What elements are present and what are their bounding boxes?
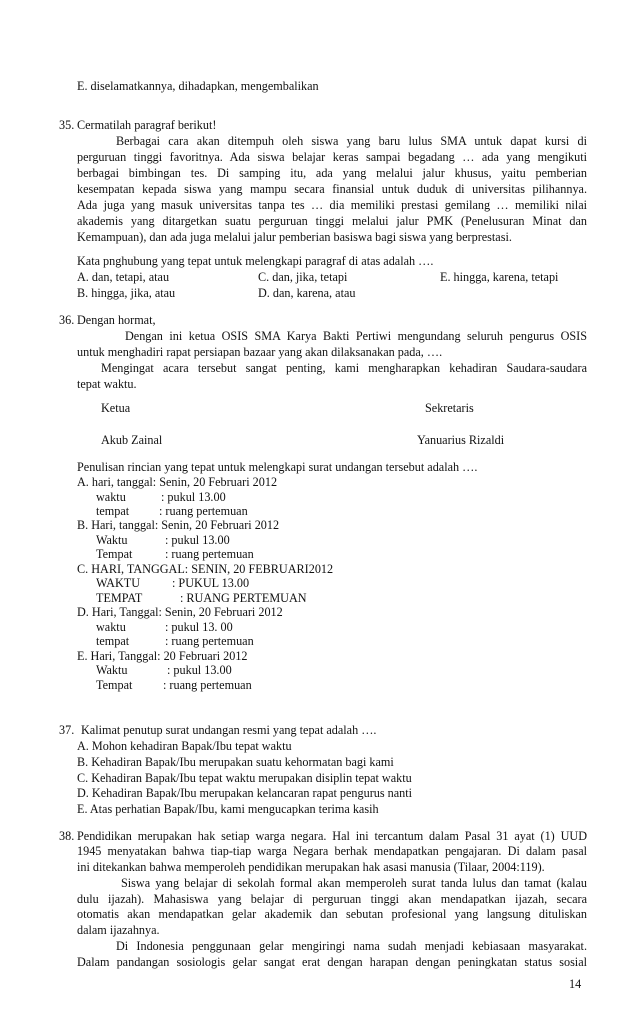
paragraph-line: otomatis akan mendapatkan gelar akademik dan sebutan profesional yang langsung dituliskan xyxy=(77,907,587,921)
option-a[interactable]: A. dan, tetapi, atau xyxy=(77,270,170,284)
option-d-waktu-label: waktu xyxy=(96,620,126,634)
option-b-head[interactable]: B. Hari, tanggal: Senin, 20 Februari 2012 xyxy=(77,518,280,532)
ketua-name: Akub Zainal xyxy=(101,433,163,447)
option-e[interactable]: E. Atas perhatian Bapak/Ibu, kami mengucapkan terima kasih xyxy=(77,802,379,816)
option-e-head[interactable]: E. Hari, Tanggal: 20 Februari 2012 xyxy=(77,649,248,663)
option-d[interactable]: D. dan, karena, atau xyxy=(258,286,356,300)
paragraph-line: 1945 menyatakan bahwa tiap-tiap warga Negara berhak mendapatkan pengajaran. Di dalam pasal xyxy=(77,844,587,858)
option-c-tempat-value: : RUANG PERTEMUAN xyxy=(180,591,307,605)
paragraph-line: dulu ijazah). Mahasiswa yang belajar di perguruan tinggi akan mendapatkan ijazah, secara xyxy=(77,892,587,906)
question-text: Kata pnghubung yang tepat untuk melengkapi paragraf di atas adalah …. xyxy=(77,254,434,268)
paragraph-line: Kemampuan), dan ada juga melalui jalur pemberian basiswa bagi siswa yang berprestasi. xyxy=(77,230,512,244)
paragraph-line: Pendidikan merupakan hak setiap warga negara. Hal ini tercantum dalam Pasal 31 ayat (1) UUD xyxy=(77,829,587,843)
option-c[interactable]: C. Kehadiran Bapak/Ibu tepat waktu merupakan disiplin tepat waktu xyxy=(77,771,412,785)
option-e-tempat-label: Tempat xyxy=(96,678,133,692)
paragraph-line: berbagai bimbingan tes. Di samping itu, ada yang melalui jalur khusus, yaitu pemberian xyxy=(77,166,587,180)
option-e-waktu-label: Waktu xyxy=(96,663,128,677)
option-b-waktu-label: Waktu xyxy=(96,533,128,547)
question-intro: Cermatilah paragraf berikut! xyxy=(77,118,217,132)
option-e[interactable]: E. hingga, karena, tetapi xyxy=(440,270,559,284)
option-b-waktu-value: : pukul 13.00 xyxy=(165,533,230,547)
question-number: 36. xyxy=(59,313,75,327)
question-number: 38. xyxy=(59,829,75,843)
question-text: Kalimat penutup surat undangan resmi yang tepat adalah …. xyxy=(81,723,377,737)
question-number: 37. xyxy=(59,723,75,737)
option-d-tempat-label: tempat xyxy=(96,634,130,648)
option-b[interactable]: B. Kehadiran Bapak/Ibu merupakan suatu kehormatan bagi kami xyxy=(77,755,394,769)
letter-line: untuk menghadiri rapat persiapan bazaar yang akan dilaksanakan pada, …. xyxy=(77,345,443,359)
option-c-tempat-label: TEMPAT xyxy=(96,591,143,605)
option-e-tempat-value: : ruang pertemuan xyxy=(163,678,252,692)
letter-line: Dengan ini ketua OSIS SMA Karya Bakti Pertiwi mengundang seluruh pengurus OSIS xyxy=(125,329,587,343)
option-c-waktu-value: : PUKUL 13.00 xyxy=(172,576,250,590)
paragraph-line: perguruan tinggi favoritnya. Ada siswa belajar keras sampai begadang … ada yang mengikuti xyxy=(77,150,587,164)
ketua-label: Ketua xyxy=(101,401,131,415)
option-a-waktu-label: waktu xyxy=(96,490,126,504)
letter-line: tepat waktu. xyxy=(77,377,137,391)
sekretaris-name: Yanuarius Rizaldi xyxy=(417,433,505,447)
option-b-tempat-value: : ruang pertemuan xyxy=(165,547,254,561)
paragraph-line: ini ditekankan bahwa memperoleh pendidikan merupakan hak asasi manusia (Tilaar, 2004:119). xyxy=(77,860,545,874)
option-b-tempat-label: Tempat xyxy=(96,547,133,561)
paragraph-line: Siswa yang belajar di sekolah formal akan memperoleh surat tanda lulus dan tamat (kalau xyxy=(121,876,587,890)
question-number: 35. xyxy=(59,118,75,132)
paragraph-line: Di Indonesia penggunaan gelar mengiringi nama sudah menjadi kebiasaan masyarakat. xyxy=(116,939,587,953)
page-number: 14 xyxy=(569,977,582,991)
option-e-waktu-value: : pukul 13.00 xyxy=(167,663,232,677)
paragraph-line: Berbagai cara akan ditempuh oleh siswa yang baru lulus SMA untuk dapat kursi di xyxy=(116,134,587,148)
paragraph-line: dalam ijazahnya. xyxy=(77,923,160,937)
option-a-head[interactable]: A. hari, tanggal: Senin, 20 Februari 2012 xyxy=(77,475,278,489)
option-d-waktu-value: : pukul 13. 00 xyxy=(165,620,233,634)
sekretaris-label: Sekretaris xyxy=(425,401,474,415)
paragraph-line: Dalam pandangan sosiologis gelar sangat erat dengan harapan dengan peningkatan status sosial xyxy=(77,955,587,969)
paragraph-line: Ada juga yang masuk universitas tanpa tes … dia memiliki prestasi gemilang … memiliki nilai xyxy=(77,198,587,212)
letter-greeting: Dengan hormat, xyxy=(77,313,156,327)
option-c[interactable]: C. dan, jika, tetapi xyxy=(258,270,348,284)
option-c-head[interactable]: C. HARI, TANGGAL: SENIN, 20 FEBRUARI2012 xyxy=(77,562,334,576)
option-a-waktu-value: : pukul 13.00 xyxy=(161,490,226,504)
option-d-tempat-value: : ruang pertemuan xyxy=(165,634,254,648)
option-b[interactable]: B. hingga, jika, atau xyxy=(77,286,176,300)
option-c-waktu-label: WAKTU xyxy=(96,576,140,590)
question-text: Penulisan rincian yang tepat untuk melengkapi surat undangan tersebut adalah …. xyxy=(77,460,478,474)
previous-option-e: E. diselamatkannya, dihadapkan, mengembalikan xyxy=(77,79,319,93)
letter-line: Mengingat acara tersebut sangat penting, kami mengharapkan kehadiran Saudara-saudara xyxy=(101,361,587,375)
option-d-head[interactable]: D. Hari, Tanggal: Senin, 20 Februari 2012 xyxy=(77,605,283,619)
option-a[interactable]: A. Mohon kehadiran Bapak/Ibu tepat waktu xyxy=(77,739,292,753)
option-a-tempat-label: tempat xyxy=(96,504,130,518)
option-d[interactable]: D. Kehadiran Bapak/Ibu merupakan kelancaran rapat pengurus nanti xyxy=(77,786,413,800)
option-a-tempat-value: : ruang pertemuan xyxy=(159,504,248,518)
paragraph-line: kesempatan kepada siswa yang mampu secara finansial untuk duduk di universitas pilihannya. xyxy=(77,182,587,196)
paragraph-line: akademis yang ditargetkan suatu perguruan tinggi melalui jalur PMK (Penelusuran Minat dan xyxy=(77,214,587,228)
